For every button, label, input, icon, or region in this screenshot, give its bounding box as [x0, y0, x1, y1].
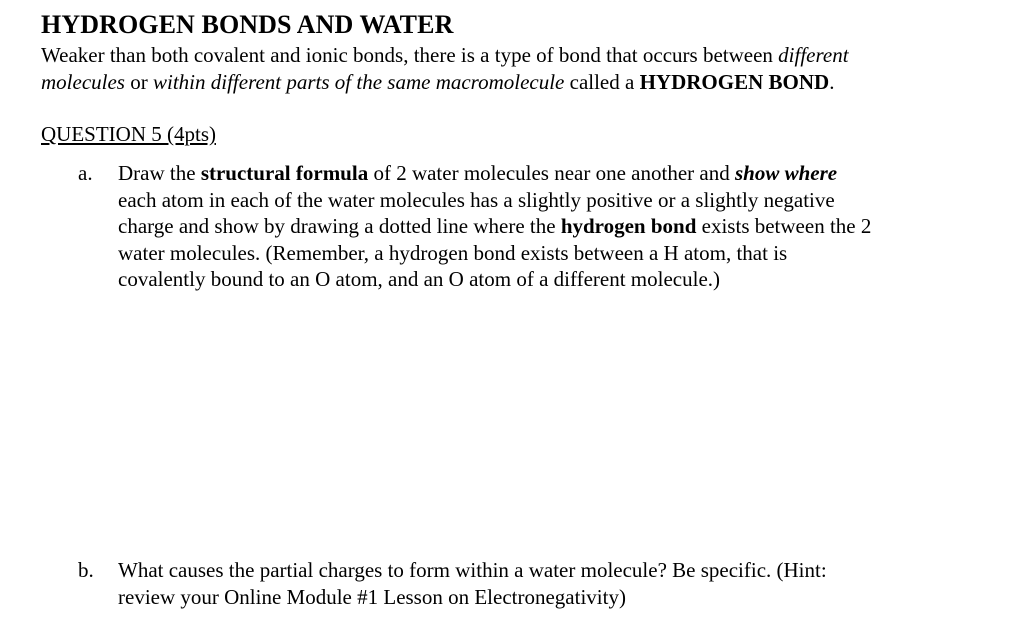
item-b-line-2: review your Online Module #1 Lesson on Electronegativity) — [118, 584, 626, 609]
item-a-text-run: Draw the — [118, 161, 201, 185]
item-a-line-3 — [118, 213, 998, 240]
intro-text: called a — [564, 70, 640, 94]
item-b-line-1: What causes the partial charges to form within a water molecule? Be specific. (Hint: — [118, 558, 827, 582]
item-a-term-structural-formula: structural formula — [200, 161, 369, 185]
intro-line-2 — [41, 69, 1001, 96]
intro-term-hydrogen-bond: HYDROGEN BOND — [639, 70, 830, 94]
item-a-emphasis-show-where: show where — [734, 161, 838, 185]
intro-emphasis-different: different — [778, 43, 849, 67]
page-title: HYDROGEN BONDS AND WATER — [41, 10, 454, 39]
item-marker: b. — [78, 558, 94, 582]
item-marker: a. — [78, 161, 93, 185]
intro-text: or — [124, 70, 153, 94]
item-a-line-4: water molecules. (Remember, a hydrogen bond exists between a H atom, that is — [118, 240, 788, 265]
intro-emphasis-macromolecule: within different parts of the same macromolecule — [152, 70, 565, 94]
item-a-line-1 — [118, 160, 998, 187]
item-a-text-run: of 2 water molecules near one another and — [368, 161, 735, 185]
item-a-text-run: exists between the 2 — [696, 214, 872, 238]
item-b-text — [118, 557, 998, 610]
item-a-text — [118, 160, 998, 293]
item-a-text-run: charge and show by drawing a dotted line where the — [118, 214, 561, 238]
intro-emphasis-molecules: molecules — [41, 70, 125, 94]
intro-line-1 — [41, 42, 1001, 69]
item-a-line-5: covalently bound to an O atom, and an O atom of a different molecule.) — [118, 267, 721, 291]
intro-period: . — [829, 70, 835, 94]
item-a-line-2: each atom in each of the water molecules has a slightly positive or a slightly negative — [118, 187, 835, 212]
question-heading: QUESTION 5 (4pts) — [41, 122, 216, 146]
intro-paragraph — [41, 42, 1001, 96]
intro-text: Weaker than both covalent and ionic bonds, there is a type of bond that occurs between — [41, 43, 779, 67]
item-a-term-hydrogen-bond: hydrogen bond — [560, 214, 697, 238]
